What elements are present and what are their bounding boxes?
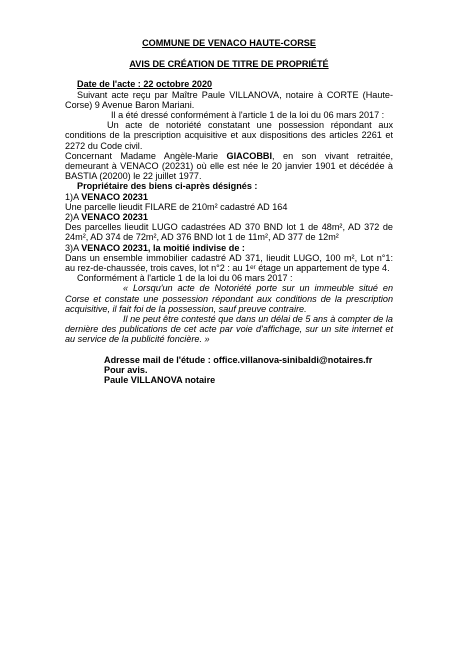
bien-2-title bbox=[65, 212, 393, 222]
pour-avis: Pour avis. bbox=[104, 364, 148, 375]
bien-prefix: 3)A bbox=[65, 242, 82, 253]
loi-quote-2: Il ne peut être contesté que dans un délai de 5 ans à compter de la dernière des publications de cet acte par voie d'affichage, sur un site internet et au service de la publicité foncière. » bbox=[65, 314, 393, 345]
loi-quote-1: « Lorsqu'un acte de Notoriété porte sur un immeuble situé en Corse et constate une possession répondant aux conditions de la prescription acquisitive, il fait foi de la possession, sauf preuve contraire. bbox=[65, 283, 393, 314]
bien-1-desc: Une parcelle lieudit FILARE de 210m² cadastré AD 164 bbox=[65, 201, 288, 212]
notaire-name: Paule VILLANOVA notaire bbox=[104, 375, 216, 386]
bien-place: VENACO 20231, la moitié indivise de : bbox=[81, 242, 245, 253]
bien-3-title bbox=[65, 243, 393, 253]
loi-conforme: Conformément à l'article 1 de la loi du 06 mars 2017 : bbox=[77, 273, 293, 284]
notice-body bbox=[65, 38, 393, 385]
notice-title: AVIS DE CRÉATION DE TITRE DE PROPRIÉTÉ bbox=[129, 59, 329, 70]
acte-suivant: Suivant acte reçu par Maître Paule VILLANOVA, notaire à CORTE (Haute-Corse) 9 Avenue Baron Mariani. bbox=[65, 89, 393, 110]
biens-heading: Propriétaire des biens ci-après désignés : bbox=[77, 181, 258, 192]
bien-2-desc: Des parcelles lieudit LUGO cadastrées AD 370 BND lot 1 de 48m², AD 372 de 24m², AD 374 de 72m², AD 376 BND lot 1 de 11m², AD 377 de 12m² bbox=[65, 222, 393, 243]
concernant-suffix: , en son vivant retraitée, demeurant à VENACO (20231) où elle est née le 20 janvier 1901 et décédée à BASTIA (20200) le 22 juillet 1977. bbox=[65, 150, 393, 182]
bien-place: VENACO 20231 bbox=[81, 191, 148, 202]
bien-place: VENACO 20231 bbox=[81, 212, 148, 223]
acte-concernant bbox=[65, 151, 393, 182]
signature-block bbox=[65, 355, 393, 386]
acte-dresse: Il a été dressé conformément à l'article 1 de la loi du 06 mars 2017 : bbox=[111, 110, 385, 121]
bien-1-title bbox=[65, 192, 393, 202]
email-line: Adresse mail de l'étude : office.villanova-sinibaldi@notaires.fr bbox=[104, 354, 373, 365]
bien-prefix: 1)A bbox=[65, 191, 82, 202]
concernant-prefix: Concernant Madame Angèle-Marie bbox=[65, 150, 227, 161]
bien-prefix: 2)A bbox=[65, 212, 82, 223]
acte-date bbox=[65, 79, 393, 89]
acte-notoriete: Un acte de notoriété constatant une possession répondant aux conditions de la prescription acquisitive et aux dispositions des articles 2261 et 2272 du Code civil. bbox=[65, 120, 393, 151]
spacer bbox=[65, 345, 393, 355]
acte-date-text: Date de l'acte : 22 octobre 2020 bbox=[77, 79, 213, 90]
person-name: GIACOBBI bbox=[226, 150, 272, 161]
commune-title: COMMUNE DE VENACO HAUTE-CORSE bbox=[142, 38, 316, 48]
bien-3-desc: Dans un ensemble immobilier cadastré AD 371, lieudit LUGO, 100 m², Lot n°1: au rez-de-chaussée, trois caves, lot n°2 : au 1ᵉʳ étage un appartement de type 4. bbox=[65, 252, 393, 274]
